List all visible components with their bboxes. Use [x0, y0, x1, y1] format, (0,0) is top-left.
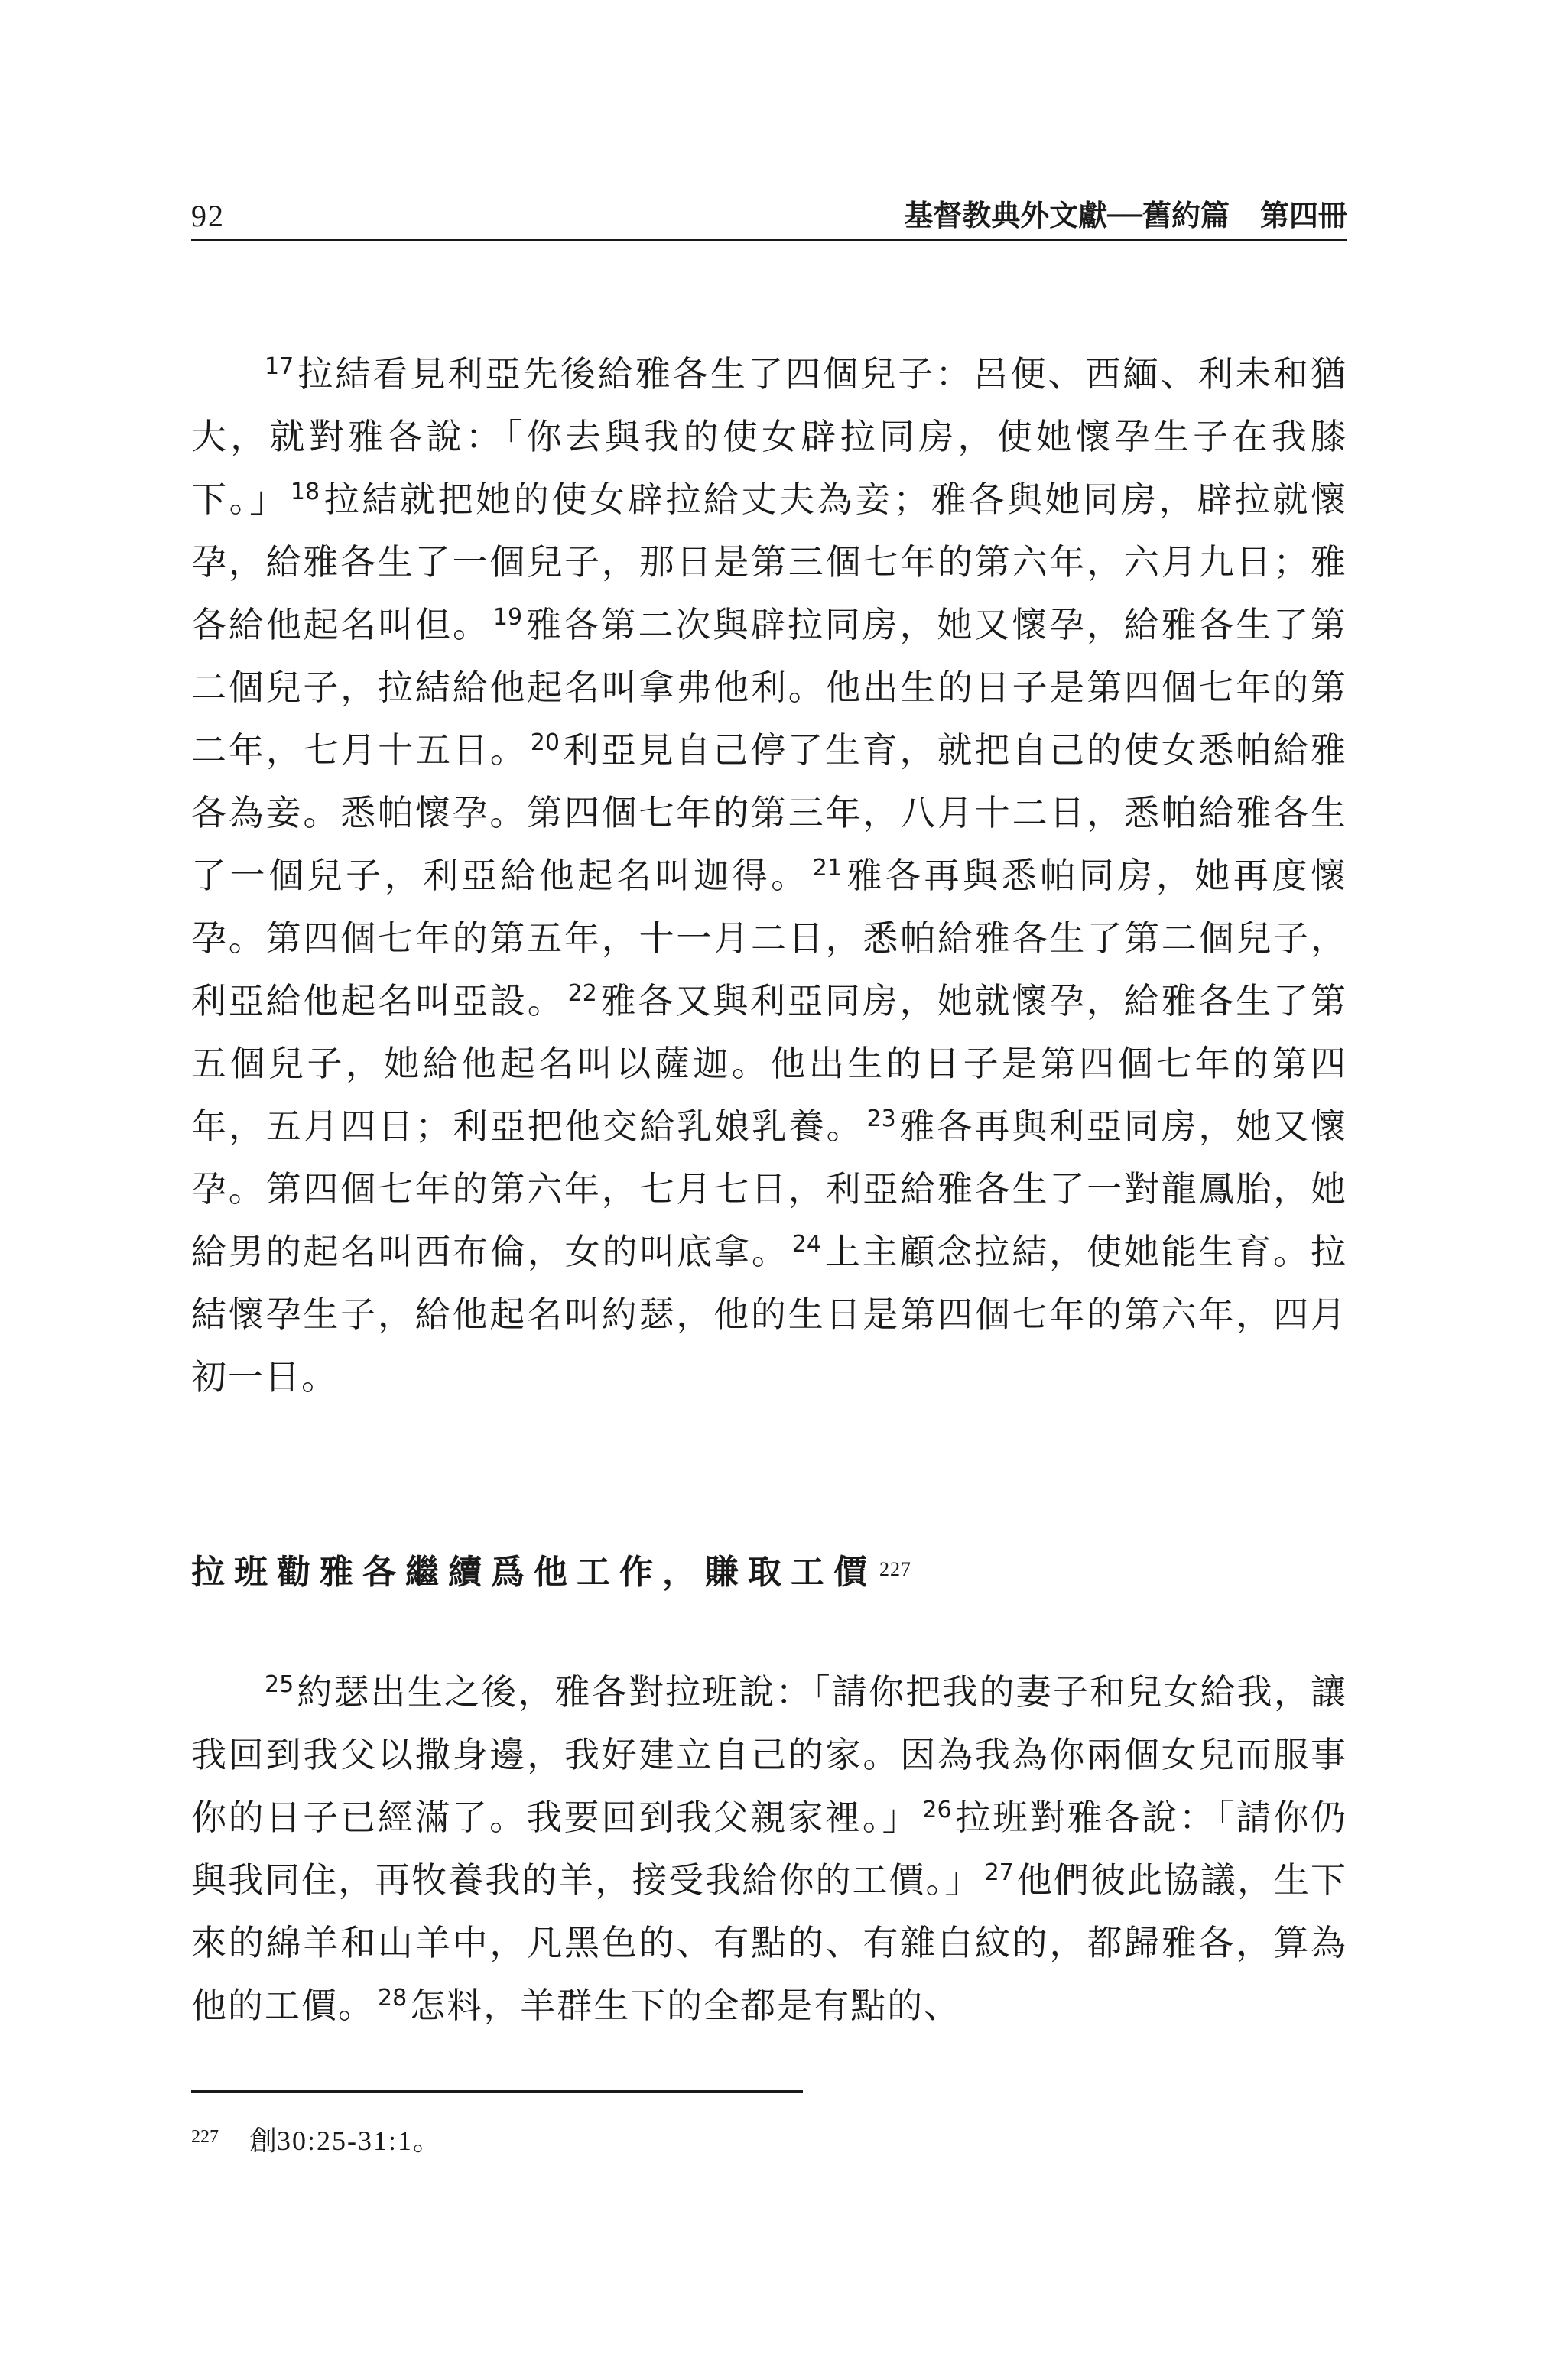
- verse-number: 17: [265, 353, 294, 380]
- footnote: [191, 2119, 440, 2158]
- section-heading: [191, 1544, 911, 1593]
- footnote-reference-text: 30:25-31:1: [277, 2125, 414, 2156]
- footnote-book: 創: [249, 2125, 278, 2157]
- verse-number: 21: [812, 855, 842, 882]
- verse-number: 26: [922, 1797, 952, 1823]
- running-head: [904, 192, 1347, 234]
- verse-number: 24: [791, 1231, 821, 1258]
- verse-number: 19: [492, 604, 523, 631]
- verse-text: 雅各再與悉帕同房，她再度懷孕。第四個七年的第五年，十一月二日，悉帕給雅各生了第二個兒子，利亞給他起名叫亞設。: [191, 855, 1348, 1021]
- page-header: [191, 193, 1347, 241]
- verse-number: 20: [530, 729, 560, 756]
- verse-number: 23: [866, 1106, 896, 1132]
- page-number: 92: [191, 199, 225, 233]
- volume-label: 第四冊: [1259, 199, 1347, 232]
- paragraph-1: [191, 343, 1347, 1408]
- footnote-number: 227: [191, 2127, 219, 2147]
- verse-number: 27: [984, 1859, 1014, 1886]
- verse-number: 28: [378, 1985, 408, 2011]
- verse-text: 雅各再與利亞同房，她又懷孕。第四個七年的第六年，七月七日，利亞給雅各生了一對龍鳳胎，她給男的起名叫西布倫，女的叫底拿。: [191, 1106, 1348, 1272]
- paragraph-2: [191, 1661, 1347, 2037]
- verse-text: 雅各又與利亞同房，她就懷孕，給雅各生了第五個兒子，她給他起名叫以薩迦。他出生的日子是第四個七年的第四年，五月四日；利亞把他交給乳娘乳養。: [191, 980, 1348, 1147]
- verse-text: 雅各第二次與辟拉同房，她又懷孕，給雅各生了第二個兒子，拉結給他起名叫拿弗他利。他出生的日子是第四個七年的第二年，七月十五日。: [191, 604, 1348, 771]
- running-title: 基督教典外文獻──舊約篇: [904, 199, 1230, 232]
- verse-text: 拉班對雅各說：「請你仍與我同住，再牧養我的羊，接受我給你的工價。」: [191, 1797, 1348, 1901]
- verse-number: 25: [265, 1671, 294, 1698]
- section-heading-text: 拉班勸雅各繼續爲他工作，賺取工價: [191, 1553, 876, 1592]
- verse-number: 22: [567, 980, 597, 1007]
- footnote-reference[interactable]: 227: [879, 1558, 911, 1580]
- footnote-divider: [191, 2090, 803, 2093]
- verse-text: 約瑟出生之後，雅各對拉班說：「請你把我的妻子和兒女給我，讓我回到我父以撒身邊，我好建立自己的家。因為我為你兩個女兒而服事你的日子已經滿了。我要回到我父親家裡。」: [191, 1671, 1347, 1838]
- footnote-end: 。: [413, 2125, 441, 2157]
- verse-number: 18: [290, 479, 320, 505]
- verse-text: 他們彼此協議，生下來的綿羊和山羊中，凡黑色的、有點的、有雜白紋的，都歸雅各，算為他的工價。: [191, 1859, 1348, 2026]
- verse-text: 拉結看見利亞先後給雅各生了四個兒子：呂便、西緬、利未和猶大，就對雅各說：「你去與我的使女辟拉同房，使她懷孕生子在我膝下。」: [191, 353, 1347, 520]
- verse-text: 拉結就把她的使女辟拉給丈夫為妾；雅各與她同房，辟拉就懷孕，給雅各生了一個兒子，那日是第三個七年的第六年，六月九日；雅各給他起名叫但。: [191, 479, 1348, 645]
- verse-text: 上主顧念拉結，使她能生育。拉結懷孕生子，給他起名叫約瑟，他的生日是第四個七年的第六年，四月初一日。: [191, 1231, 1348, 1398]
- verse-text: 利亞見自己停了生育，就把自己的使女悉帕給雅各為妾。悉帕懷孕。第四個七年的第三年，八月十二日，悉帕給雅各生了一個兒子，利亞給他起名叫迦得。: [191, 729, 1348, 896]
- verse-text: 怎料，羊群生下的全都是有點的、: [410, 1985, 961, 2026]
